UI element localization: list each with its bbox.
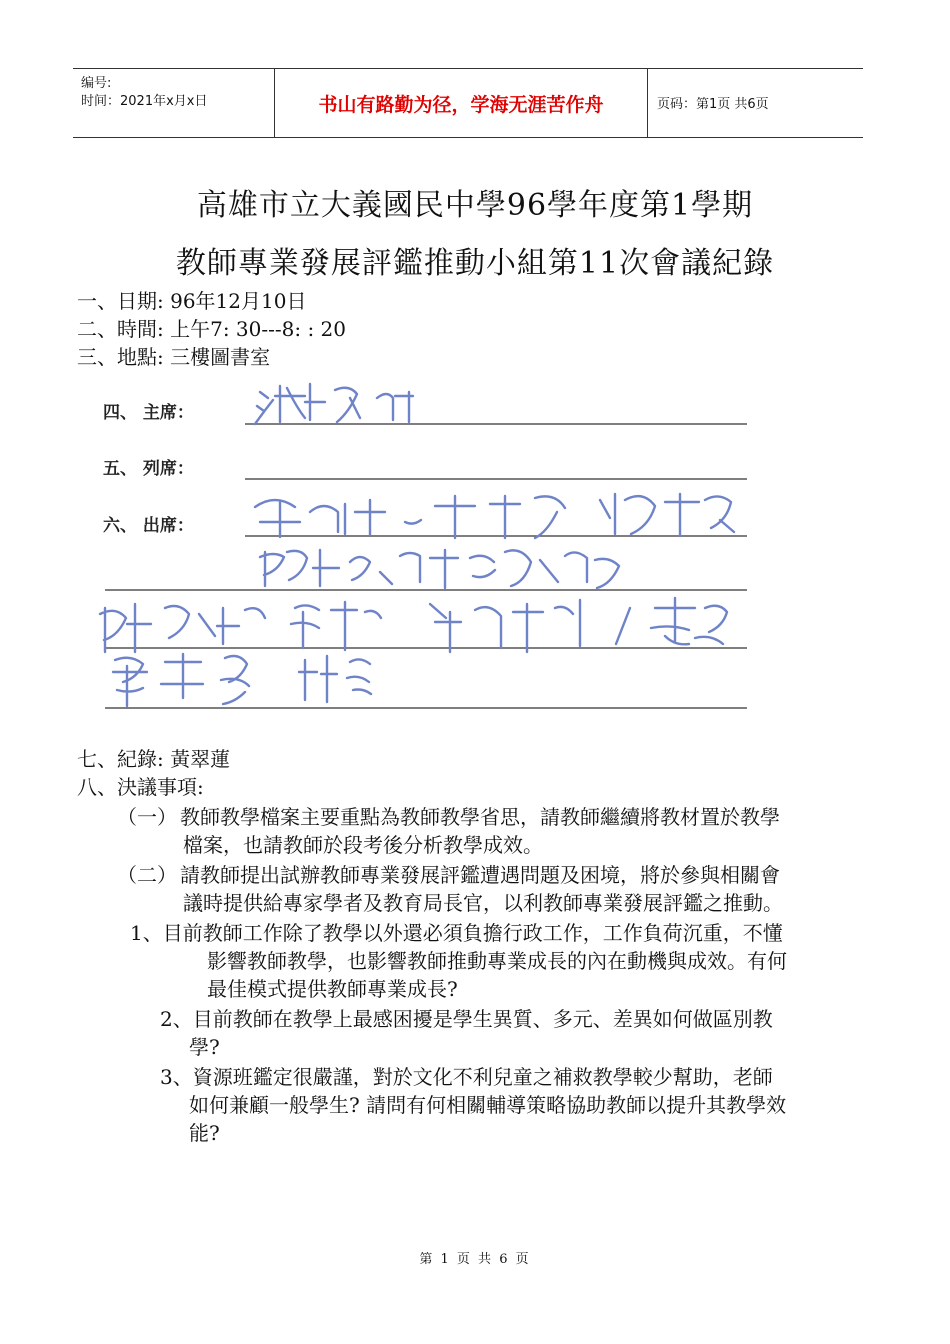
resolution-2-line: 請教師提出試辦教師專業發展評鑑遭遇問題及困境，將於參與相關會 (180, 863, 780, 887)
page-label: 页码：第1页 共6页 (657, 97, 769, 112)
sub-item-3: 如何兼顧一般學生? 請問有何相關輔導策略協助教師以提升其教學效 (189, 1093, 787, 1117)
page-header (73, 68, 863, 138)
resolution-1-line: 檔案，也請教師於段考後分析教學成效。 (183, 833, 543, 857)
attend-label: 五、 列席： (103, 459, 194, 479)
sub-item-1: 最佳模式提供教師專業成長? (207, 977, 458, 1001)
sub-item-1: 1、目前教師工作除了教學以外還必須負擔行政工作，工作負荷沉重，不懂 (130, 921, 783, 945)
resolutions-heading: 八、決議事項: (77, 775, 204, 799)
meeting-time: 二、時間: 上午7: 30---8: : 20 (77, 317, 347, 341)
sub-item-3: 3、資源班鑑定很嚴謹，對於文化不利兒童之補救教學較少幫助，老師 (160, 1065, 773, 1089)
handwritten-signatures (100, 384, 734, 706)
meeting-place: 三、地點: 三樓圖書室 (77, 345, 271, 369)
header-meta (81, 75, 277, 111)
document-subtitle: 教師專業發展評鑑推動小組第11次會議紀錄 (175, 246, 775, 281)
resolution-2-line: 議時提供給專家學者及教育局長官，以利教師專業發展評鑑之推動。 (183, 891, 783, 915)
sub-item-1: 影響教師教學，也影響教師推動專業成長的內在動機與成效。有何 (207, 949, 787, 973)
recorder: 七、紀錄: 黃翠蓮 (77, 747, 231, 771)
divider (647, 69, 648, 137)
meeting-date: 一、日期: 96年12月10日 (77, 289, 307, 313)
number-label: 编号: (81, 76, 112, 91)
page-footer: 第 1 页 共 6 页 (419, 1252, 531, 1267)
signature-section (95, 372, 825, 720)
signature-scan (95, 372, 825, 720)
resolution-1-marker: （一） (117, 805, 177, 829)
resolution-2-marker: （二） (117, 863, 177, 887)
present-label: 六、 出席： (103, 516, 194, 536)
resolution-1-line: 教師教學檔案主要重點為教師教學省思，請教師繼續將教材置於教學 (180, 805, 780, 829)
time-label: 时间：2021年x月x日 (81, 94, 208, 109)
chair-label: 四、 主席： (103, 403, 194, 423)
sub-item-2: 2、目前教師在教學上最感困擾是學生異質、多元、差異如何做區別教 (160, 1007, 773, 1031)
sub-item-3: 能? (189, 1121, 220, 1145)
header-motto: 书山有路勤为径，学海无涯苦作舟 (318, 93, 604, 116)
sub-item-2: 學? (189, 1035, 220, 1059)
document-title: 高雄市立大義國民中學96學年度第1學期 (196, 188, 754, 223)
